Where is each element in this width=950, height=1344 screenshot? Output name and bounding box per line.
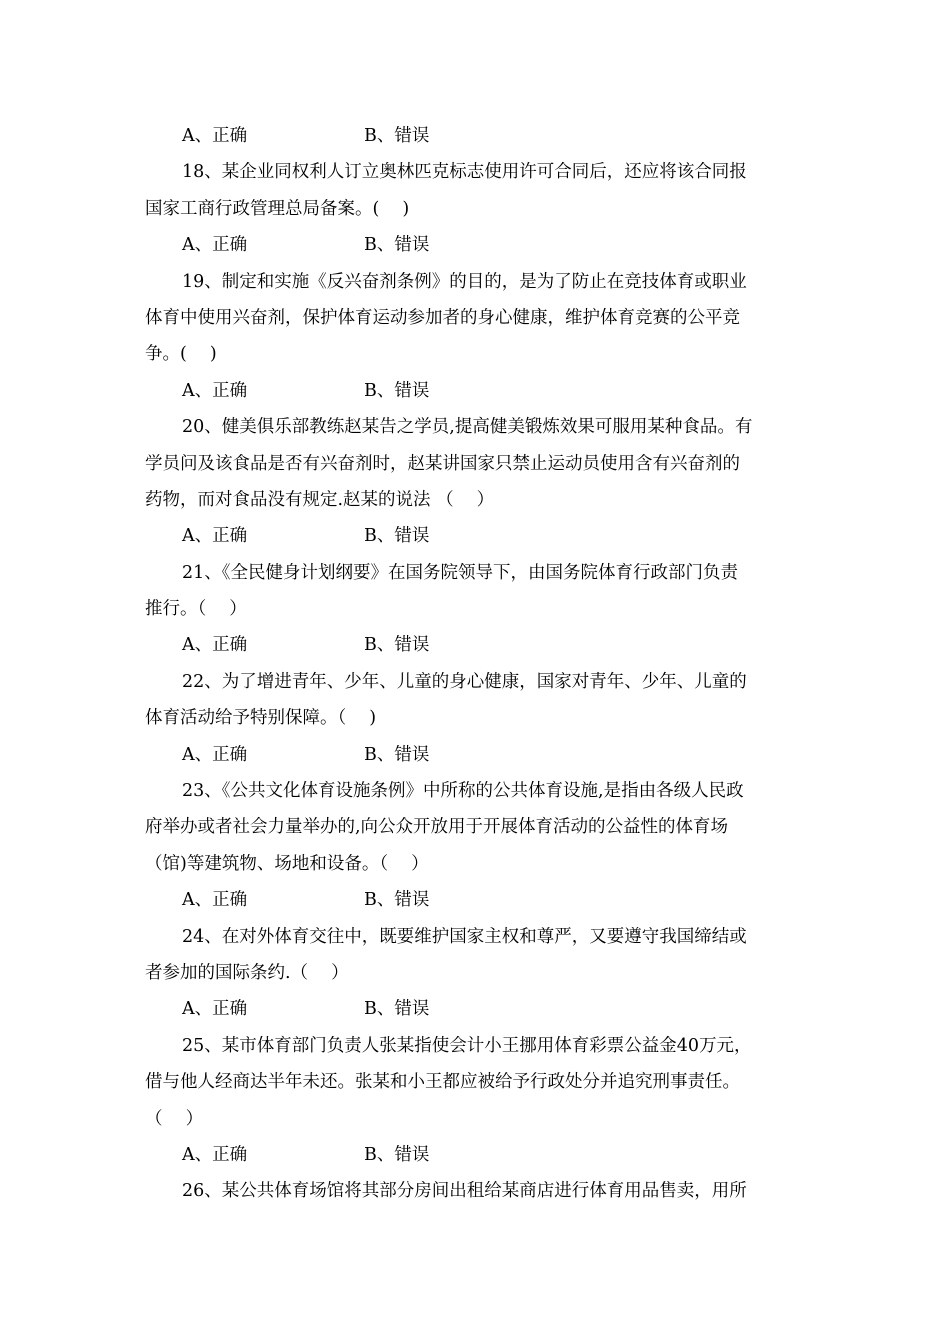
question-item <box>145 409 810 555</box>
option-b: B、错误 <box>364 635 430 656</box>
question-stem: 25、某市体育部门负责人张某指使会计小王挪用体育彩票公益金40万元， <box>182 1035 752 1056</box>
option-a: A、正确 <box>182 744 248 765</box>
question-item <box>145 264 810 410</box>
question-stem: 18、某企业同权利人订立奥林匹克标志使用许可合同后，还应将该合同报 <box>182 162 747 183</box>
question-text-line: 者参加的国际条约.（ ） <box>145 962 349 983</box>
question-item <box>145 664 810 773</box>
answer-options <box>145 737 810 773</box>
answer-options <box>145 991 810 1027</box>
question-stem: 20、健美俱乐部教练赵某告之学员,提高健美锻炼效果可服用某种食品。有 <box>182 417 753 438</box>
answer-options <box>145 882 810 918</box>
question-item <box>145 773 810 919</box>
question-item <box>145 1028 810 1174</box>
option-b: B、错误 <box>364 744 430 765</box>
question-item <box>145 1173 810 1209</box>
option-a: A、正确 <box>182 890 248 911</box>
option-a: A、正确 <box>182 999 248 1020</box>
question-stem: 19、制定和实施《反兴奋剂条例》的目的，是为了防止在竞技体育或职业 <box>182 271 747 292</box>
question-item <box>145 919 810 1028</box>
answer-options <box>145 373 810 409</box>
option-a: A、正确 <box>182 1144 248 1165</box>
option-a: A、正确 <box>182 526 248 547</box>
question-text-line: 争。( ) <box>145 344 217 365</box>
question-stem: 22、为了增进青年、少年、儿童的身心健康，国家对青年、少年、儿童的 <box>182 671 747 692</box>
option-b: B、错误 <box>364 126 430 146</box>
answer-options <box>145 1137 810 1173</box>
question-item <box>145 555 810 664</box>
option-b: B、错误 <box>364 890 430 911</box>
question-stem: 24、在对外体育交往中，既要维护国家主权和尊严，又要遵守我国缔结或 <box>182 926 747 947</box>
answer-options <box>145 627 810 663</box>
option-a: A、正确 <box>182 126 248 146</box>
option-a: A、正确 <box>182 380 248 401</box>
question-item <box>145 154 810 263</box>
question-stem: 21、《全民健身计划纲要》在国务院领导下，由国务院体育行政部门负责 <box>182 562 739 583</box>
question-text-line: 药物，而对食品没有规定.赵某的说法 （ ） <box>145 489 495 510</box>
option-b: B、错误 <box>364 380 430 401</box>
question-text-line: （馆)等建筑物、场地和设备。（ ） <box>145 853 429 874</box>
question-text-line: 借与他人经商达半年未还。张某和小王都应被给予行政处分并追究刑事责任。 <box>145 1072 740 1093</box>
question-stem: 23、《公共文化体育设施条例》中所称的公共体育设施,是指由各级人民政 <box>182 781 744 802</box>
option-a: A、正确 <box>182 235 248 256</box>
question-text-line: 体育活动给予特别保障。（ ) <box>145 708 377 729</box>
option-b: B、错误 <box>364 235 430 256</box>
answer-options <box>145 518 810 554</box>
question-text-line: （ ） <box>145 1108 204 1129</box>
question-text-line: 国家工商行政管理总局备案。( ) <box>145 198 410 219</box>
question-stem: 26、某公共体育场馆将其部分房间出租给某商店进行体育用品售卖，用所 <box>182 1181 747 1202</box>
option-b: B、错误 <box>364 1144 430 1165</box>
answer-options <box>145 227 810 263</box>
question-text-line: 学员问及该食品是否有兴奋剂时，赵某讲国家只禁止运动员使用含有兴奋剂的 <box>145 453 740 474</box>
answer-options <box>145 118 810 154</box>
option-b: B、错误 <box>364 526 430 547</box>
question-text-line: 推行。（ ） <box>145 599 247 620</box>
question-text-line: 府举办或者社会力量举办的,向公众开放用于开展体育活动的公益性的体育场 <box>145 817 729 838</box>
option-b: B、错误 <box>364 999 430 1020</box>
question-list <box>145 118 810 1210</box>
option-a: A、正确 <box>182 635 248 656</box>
question-text-line: 体育中使用兴奋剂，保护体育运动参加者的身心健康，维护体育竞赛的公平竞 <box>145 307 740 328</box>
